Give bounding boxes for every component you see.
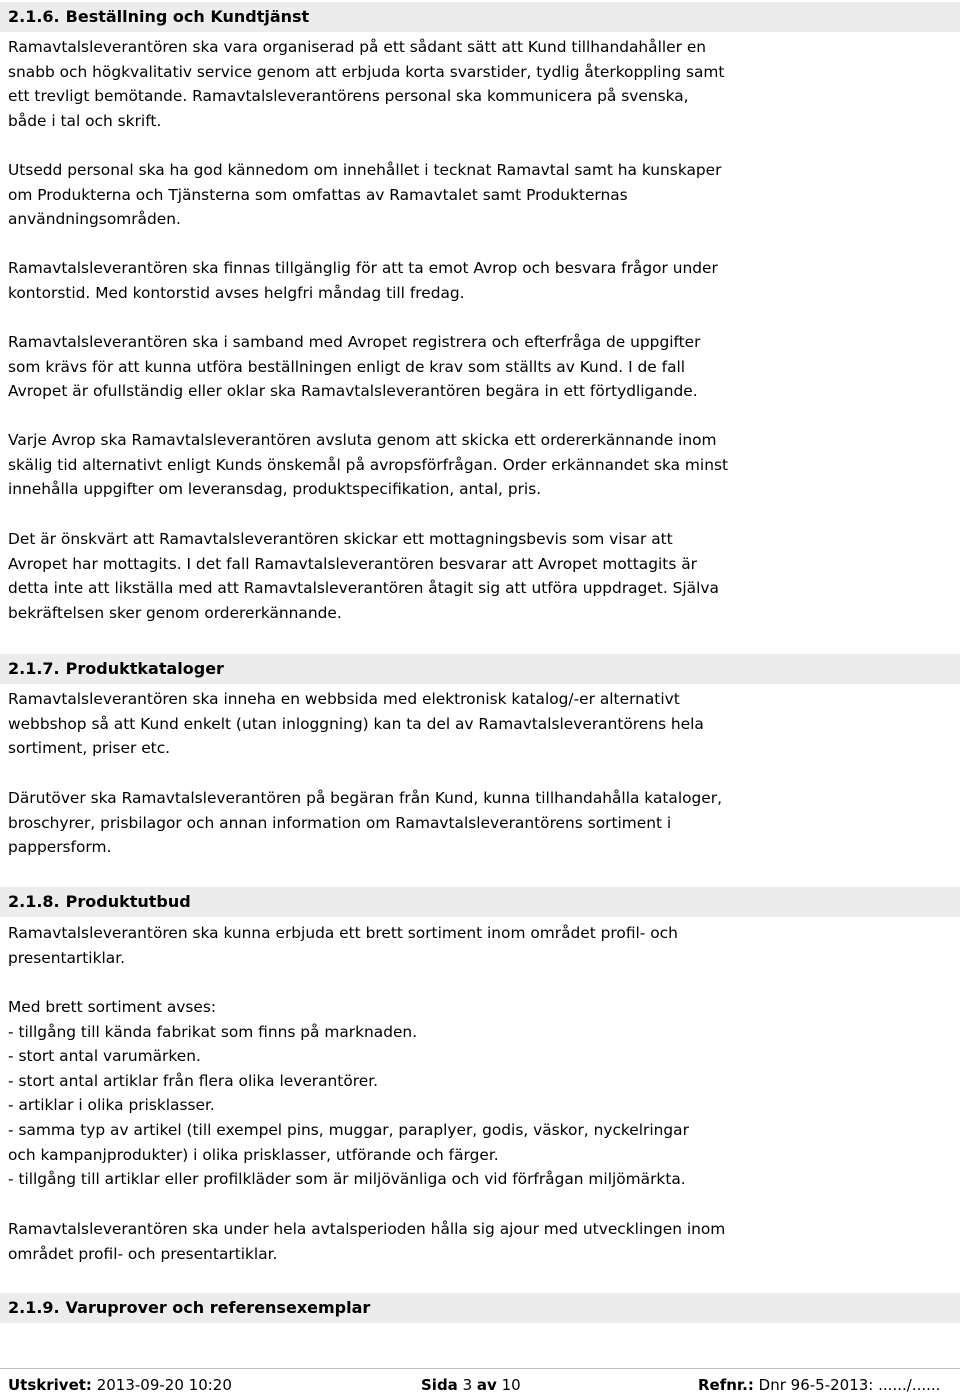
text-line: Ramavtalsleverantören ska finnas tillgänglig för att ta emot Avrop och besvara frågor under <box>8 259 718 277</box>
list-item: - stort antal artiklar från flera olika leverantörer. <box>8 1071 379 1090</box>
section-title: Produktkataloger <box>65 659 224 678</box>
text-line: ett trevligt bemötande. Ramavtalsleverantörens personal ska kommunicera på svenska, <box>8 87 689 106</box>
section-2-1-6 <box>0 2 960 32</box>
text-line: både i tal och skrift. <box>8 111 162 130</box>
printed-date <box>8 1374 232 1397</box>
text-line: som krävs för att kunna utföra beställningen enligt de krav som ställts av Kund. I de fall <box>8 357 686 376</box>
printed-label: Utskrivet: <box>8 1376 92 1394</box>
section-title: Varuprover och referensexemplar <box>65 1298 371 1317</box>
page-footer <box>0 1368 960 1392</box>
list-item: och kampanjprodukter) i olika prisklasser, utförande och färger. <box>8 1145 499 1164</box>
text-line: Med brett sortiment avses: <box>8 998 217 1016</box>
text-line: bekräftelsen sker genom ordererkännande. <box>8 603 342 622</box>
page-total: 10 <box>501 1376 521 1394</box>
text-line: sortiment, priser etc. <box>8 739 171 758</box>
section-2-1-9 <box>0 1293 960 1323</box>
paragraph <box>0 428 960 502</box>
text-line: Ramavtalsleverantören ska i samband med Avropet registrera och efterfråga de uppgifter <box>8 333 701 351</box>
page-label: Sida <box>421 1376 458 1394</box>
paragraph <box>0 35 960 133</box>
text-line: kontorstid. Med kontorstid avses helgfri måndag till fredag. <box>8 283 465 302</box>
text-line: innehålla uppgifter om leveransdag, produktspecifikation, antal, pris. <box>8 480 542 499</box>
text-line: om Produkterna och Tjänsterna som omfattas av Ramavtalet samt Produkternas <box>8 185 628 204</box>
text-line: Det är önskvärt att Ramavtalsleverantören skickar ett mottagningsbevis som visar att <box>8 530 673 548</box>
section-heading <box>0 1293 960 1323</box>
text-line: webbshop så att Kund enkelt (utan inloggning) kan ta del av Ramavtalsleverantörens hela <box>8 714 704 733</box>
ref-value: Dnr 96-5-2013: <box>758 1376 874 1394</box>
text-line: Varje Avrop ska Ramavtalsleverantören avsluta genom att skicka ett ordererkännande inom <box>8 431 717 449</box>
text-line: snabb och högkvalitativ service genom att erbjuda korta svarstider, tydlig återkoppling samt <box>8 62 725 81</box>
text-line: området profil- och presentartiklar. <box>8 1244 278 1263</box>
section-2-1-7 <box>0 654 960 684</box>
section-heading <box>0 654 960 684</box>
section-title: Beställning och Kundtjänst <box>65 7 310 26</box>
text-line: Utsedd personal ska ha god kännedom om innehållet i tecknat Ramavtal samt ha kunskaper <box>8 161 722 179</box>
ref-label: Refnr.: <box>698 1376 754 1394</box>
text-line: Ramavtalsleverantören ska kunna erbjuda ett brett sortiment inom området profil- och <box>8 924 678 942</box>
printed-value: 2013-09-20 10:20 <box>96 1376 232 1394</box>
page-of: av <box>476 1376 497 1394</box>
page-number <box>421 1374 521 1397</box>
text-line: presentartiklar. <box>8 948 125 967</box>
text-line: Ramavtalsleverantören ska under hela avtalsperioden hålla sig ajour med utvecklingen inom <box>8 1220 726 1238</box>
ref-suffix: ....../...... <box>878 1376 941 1394</box>
section-heading <box>0 2 960 32</box>
page-current: 3 <box>462 1376 473 1394</box>
paragraph <box>0 1217 960 1266</box>
list-item: - samma typ av artikel (till exempel pins, muggar, paraplyer, godis, väskor, nyckelringar <box>8 1120 689 1139</box>
text-line: Avropet har mottagits. I det fall Ramavtalsleverantören besvarar att Avropet mottagits är <box>8 554 697 573</box>
reference-number <box>698 1374 940 1397</box>
text-line: Därutöver ska Ramavtalsleverantören på begäran från Kund, kunna tillhandahålla kataloger, <box>8 789 722 807</box>
paragraph <box>0 256 960 305</box>
text-line: Ramavtalsleverantören ska inneha en webbsida med elektronisk katalog/-er alternativt <box>8 690 680 708</box>
paragraph <box>0 527 960 625</box>
text-line: Avropet är ofullständig eller oklar ska Ramavtalsleverantören begära in ett förtydligande. <box>8 382 698 401</box>
list-item: - artiklar i olika prisklasser. <box>8 1096 215 1115</box>
text-line: detta inte att likställa med att Ramavtalsleverantören åtagit sig att utföra uppdraget. Själva <box>8 579 719 598</box>
section-title: Produktutbud <box>65 892 191 911</box>
section-number: 2.1.9. <box>8 1298 60 1317</box>
text-line: pappersform. <box>8 838 112 857</box>
text-line: användningsområden. <box>8 210 181 229</box>
section-number: 2.1.7. <box>8 659 60 678</box>
text-line: Ramavtalsleverantören ska vara organiserad på ett sådant sätt att Kund tillhandahåller en <box>8 38 707 56</box>
list-item: - tillgång till artiklar eller profilkläder som är miljövänliga och vid förfrågan miljömärkta. <box>8 1170 686 1189</box>
paragraph <box>0 921 960 970</box>
paragraph <box>0 158 960 232</box>
paragraph <box>0 330 960 404</box>
list-paragraph <box>0 995 960 1192</box>
list-item: - stort antal varumärken. <box>8 1047 201 1066</box>
section-heading <box>0 887 960 917</box>
paragraph <box>0 687 960 761</box>
text-line: skälig tid alternativt enligt Kunds önskemål på avropsförfrågan. Order erkännandet ska minst <box>8 455 728 474</box>
section-2-1-8 <box>0 887 960 917</box>
list-item: - tillgång till kända fabrikat som finns på marknaden. <box>8 1022 418 1041</box>
text-line: broschyrer, prisbilagor och annan information om Ramavtalsleverantörens sortiment i <box>8 813 672 832</box>
paragraph <box>0 786 960 860</box>
section-number: 2.1.8. <box>8 892 60 911</box>
section-number: 2.1.6. <box>8 7 60 26</box>
